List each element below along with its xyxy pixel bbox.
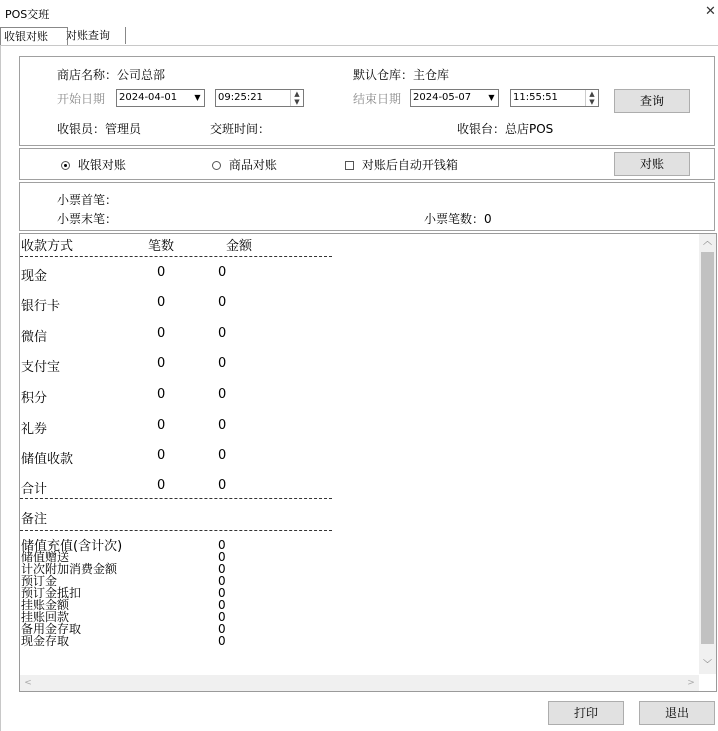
row-amount: 0	[218, 448, 227, 463]
radio-selected-icon[interactable]	[61, 161, 70, 170]
cashier-label: 收银员：管理员	[57, 122, 142, 136]
end-date-picker[interactable]	[410, 89, 499, 107]
dropdown-arrow-icon[interactable]: ▼	[194, 93, 201, 102]
tab-reconcile-query[interactable]: 对账查询	[63, 27, 126, 44]
end-time-input[interactable]	[510, 89, 599, 107]
extra-label: 预订金	[21, 574, 58, 588]
divider	[20, 256, 332, 257]
window-left-border	[0, 45, 1, 731]
extra-value: 0	[218, 550, 226, 564]
header-count: 笔数	[148, 239, 175, 254]
extra-value: 0	[218, 586, 226, 600]
radio-goods-reconcile[interactable]	[212, 156, 277, 173]
header-method: 收款方式	[21, 239, 74, 254]
tab-cash-reconcile[interactable]: 收银对账	[0, 27, 68, 45]
radio-cash-reconcile-label: 收银对账	[77, 158, 126, 172]
end-time-value: 11:55:51	[513, 92, 558, 103]
row-method: 现金	[21, 269, 48, 284]
store-name-label: 商店名称：公司总部	[57, 68, 166, 82]
divider	[20, 530, 332, 531]
row-amount: 0	[218, 326, 227, 341]
window-title: POS交班	[5, 8, 50, 21]
reconcile-button[interactable]: 对账	[614, 152, 690, 176]
extra-label: 计次附加消费金额	[21, 562, 118, 576]
checkbox-icon[interactable]	[345, 161, 354, 170]
row-count: 0	[157, 418, 166, 433]
row-method: 积分	[21, 391, 48, 406]
extra-value: 0	[218, 538, 226, 552]
tab-divider	[0, 45, 718, 46]
end-date-label: 结束日期	[353, 92, 402, 106]
row-count: 0	[157, 387, 166, 402]
receipt-count-label: 小票笔数：0	[424, 212, 492, 226]
header-amount: 金额	[226, 239, 253, 254]
extra-label: 挂账金额	[21, 598, 70, 612]
row-method: 合计	[21, 482, 48, 497]
start-date-value: 2024-04-01	[119, 92, 178, 103]
auto-drawer-label: 对账后自动开钱箱	[361, 158, 458, 172]
row-count: 0	[157, 448, 166, 463]
row-amount: 0	[218, 387, 227, 402]
spinner-icon[interactable]: ▲ ▼	[290, 90, 303, 106]
scroll-left-icon[interactable]: <	[24, 678, 32, 688]
row-amount: 0	[218, 418, 227, 433]
row-method: 支付宝	[21, 360, 61, 375]
radio-cash-reconcile[interactable]	[61, 156, 126, 173]
end-date-value: 2024-05-07	[413, 92, 472, 103]
row-method: 礼券	[21, 422, 48, 437]
extra-value: 0	[218, 574, 226, 588]
dropdown-arrow-icon[interactable]: ▼	[488, 93, 495, 102]
row-amount: 0	[218, 265, 227, 280]
exit-button[interactable]: 退出	[639, 701, 715, 725]
receipt-panel	[19, 182, 715, 231]
extra-value: 0	[218, 610, 226, 624]
row-amount: 0	[218, 356, 227, 371]
row-method: 微信	[21, 330, 48, 345]
extra-label: 现金存取	[21, 634, 70, 648]
extra-label: 储值充值(含计次)	[21, 539, 123, 554]
info-panel	[19, 56, 715, 146]
start-date-label: 开始日期	[57, 92, 106, 106]
receipt-first-label: 小票首笔：	[57, 193, 118, 207]
remark-label: 备注	[21, 512, 48, 527]
radio-unselected-icon[interactable]	[212, 161, 221, 170]
print-button[interactable]: 打印	[548, 701, 624, 725]
spinner-icon[interactable]: ▲ ▼	[585, 90, 598, 106]
start-time-input[interactable]	[215, 89, 304, 107]
report-area[interactable]	[19, 233, 717, 692]
shift-time-label: 交班时间：	[210, 122, 271, 136]
extra-label: 储值赠送	[21, 550, 70, 564]
receipt-last-label: 小票末笔：	[57, 212, 118, 226]
row-method: 储值收款	[21, 452, 74, 467]
start-time-value: 09:25:21	[218, 92, 263, 103]
row-count: 0	[157, 265, 166, 280]
divider	[20, 498, 332, 499]
scroll-right-icon[interactable]: >	[687, 678, 695, 688]
row-count: 0	[157, 326, 166, 341]
extra-value: 0	[218, 634, 226, 648]
close-icon[interactable]: ✕	[705, 4, 716, 19]
query-button[interactable]: 查询	[614, 89, 690, 113]
scroll-up-icon[interactable]: ︿	[702, 237, 712, 247]
row-method: 银行卡	[21, 299, 61, 314]
start-date-picker[interactable]	[116, 89, 205, 107]
extra-value: 0	[218, 598, 226, 612]
mode-panel	[19, 148, 715, 180]
extra-label: 挂账回款	[21, 610, 70, 624]
radio-goods-reconcile-label: 商品对账	[228, 158, 277, 172]
extra-label: 备用金存取	[21, 622, 82, 636]
row-count: 0	[157, 295, 166, 310]
horizontal-scrollbar[interactable]	[20, 675, 699, 691]
extra-label: 预订金抵扣	[21, 586, 82, 600]
scroll-down-icon[interactable]: ﹀	[702, 660, 712, 670]
row-count: 0	[157, 478, 166, 493]
row-amount: 0	[218, 295, 227, 310]
row-count: 0	[157, 356, 166, 371]
vertical-scrollbar[interactable]	[699, 234, 716, 674]
register-label: 收银台：总店POS	[457, 122, 554, 136]
scroll-thumb[interactable]	[701, 252, 714, 644]
extra-value: 0	[218, 622, 226, 636]
auto-drawer-checkbox[interactable]	[345, 156, 458, 173]
extra-value: 0	[218, 562, 226, 576]
row-amount: 0	[218, 478, 227, 493]
warehouse-label: 默认仓库：主仓库	[353, 68, 450, 82]
